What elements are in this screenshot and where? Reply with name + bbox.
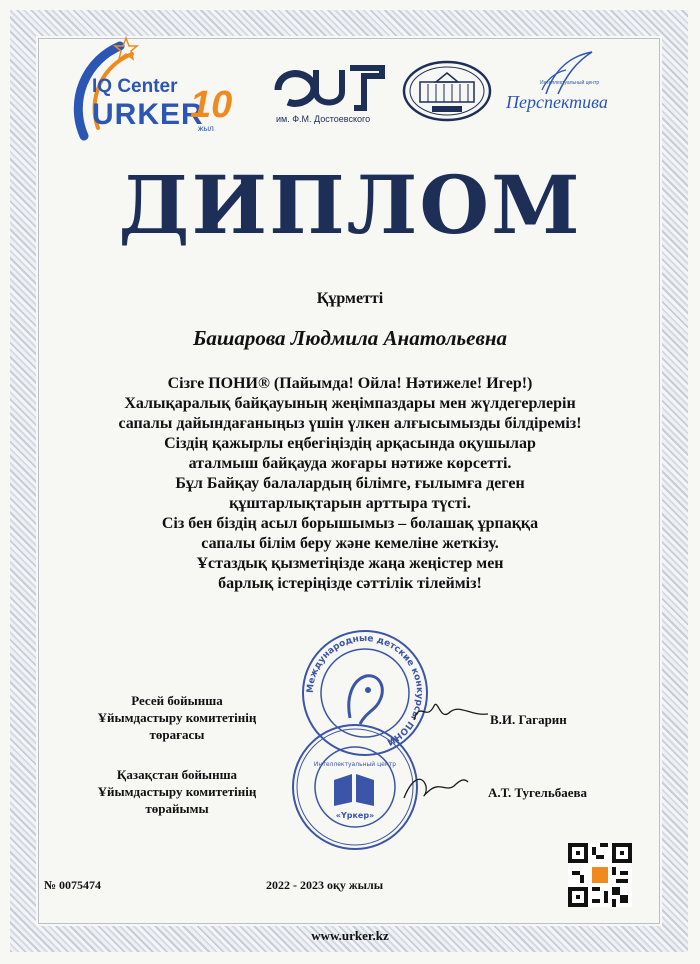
years-suffix: жыл <box>198 124 214 133</box>
urker-stamp-name: «Үркер» <box>335 811 375 820</box>
signatory-1-role <box>62 692 292 743</box>
perspektiva-small-text: Интеллектуальный центр <box>540 80 600 86</box>
omsk-university-emblem <box>272 62 390 114</box>
academic-year: 2022 - 2023 оқу жылы <box>266 878 384 892</box>
body-line: Бұл Байқау балалардың білімге, ғылымға деген <box>175 475 525 492</box>
role-line: Ресей бойынша <box>131 693 223 708</box>
diploma-body-text <box>60 374 640 594</box>
role-line: Ұйымдастыру комитетінің <box>97 710 257 725</box>
body-line: Ұстаздық қызметіңізде жаңа жеңістер мен <box>196 555 504 572</box>
signature-tugelbaeva <box>400 768 470 808</box>
perspektiva-name: Перспектива <box>506 92 608 112</box>
role-line: Қазақстан бойынша <box>116 767 238 782</box>
body-line: сапалы білім беру және кемеліне жеткізу. <box>201 535 499 552</box>
role-line: Ұйымдастыру комитетінің <box>97 784 257 799</box>
signatory-2-role <box>62 766 292 817</box>
urker-stamp-center-text: Интеллектуальный центр <box>313 761 397 768</box>
building-emblem-logo <box>402 60 492 122</box>
body-line: Сіз бен біздің асыл борышымыз – болашақ ұрпаққа <box>161 515 539 532</box>
qr-code-icon <box>568 843 632 907</box>
signatory-2-name: А.Т. Тугельбаева <box>488 785 587 800</box>
recipient-name: Башарова Людмила Анатольевна <box>192 326 507 350</box>
role-line: төрайымы <box>145 801 209 816</box>
body-line: құштарлықтарын арттыра түсті. <box>229 495 471 512</box>
signatory-1-name: В.И. Гагарин <box>490 712 567 727</box>
body-line: Сізге ПОНИ® (Пайымда! Ойла! Нәтижеле! Игер!) <box>167 375 533 392</box>
iq-center-urker-logo <box>70 36 245 156</box>
open-book-icon <box>334 774 374 806</box>
diploma-number: № 0075474 <box>44 878 102 892</box>
pony-ring-text: Международные детские конкурсы ПОНИ <box>305 633 425 747</box>
quill-icon <box>536 50 596 98</box>
body-line: Сіздің қажырлы еңбегіңіздің арқасында оқушылар <box>164 435 536 452</box>
salutation: Құрметті <box>316 290 384 307</box>
signature-gagarin <box>410 692 490 728</box>
dostoevsky-university-logo <box>272 62 390 132</box>
years-number: 10 <box>190 84 233 126</box>
building-icon <box>402 60 492 122</box>
body-line: барлық істеріңізде сәттілік тілейміз! <box>218 575 482 592</box>
perspektiva-logo <box>496 50 626 126</box>
role-line: төрағасы <box>149 727 205 742</box>
body-line: Халықаралық байқауының жеңімпаздары мен жүлдегерлерін <box>124 395 576 412</box>
urker-label: URKER <box>92 98 204 131</box>
qr-code[interactable] <box>568 843 632 907</box>
iq-center-label: IQ Center <box>92 76 178 97</box>
diploma-title: ДИПЛОМ <box>118 158 582 252</box>
pony-head-icon <box>349 676 383 724</box>
body-line: аталмыш байқауда жоғары нәтиже көрсетті. <box>188 455 512 472</box>
website-link[interactable]: www.urker.kz <box>311 928 389 943</box>
body-line: сапалы дайындағаныңыз үшін үлкен алғысымызды білдіреміз! <box>118 415 582 432</box>
dostoevsky-caption: им. Ф.М. Достоевского <box>276 114 371 124</box>
